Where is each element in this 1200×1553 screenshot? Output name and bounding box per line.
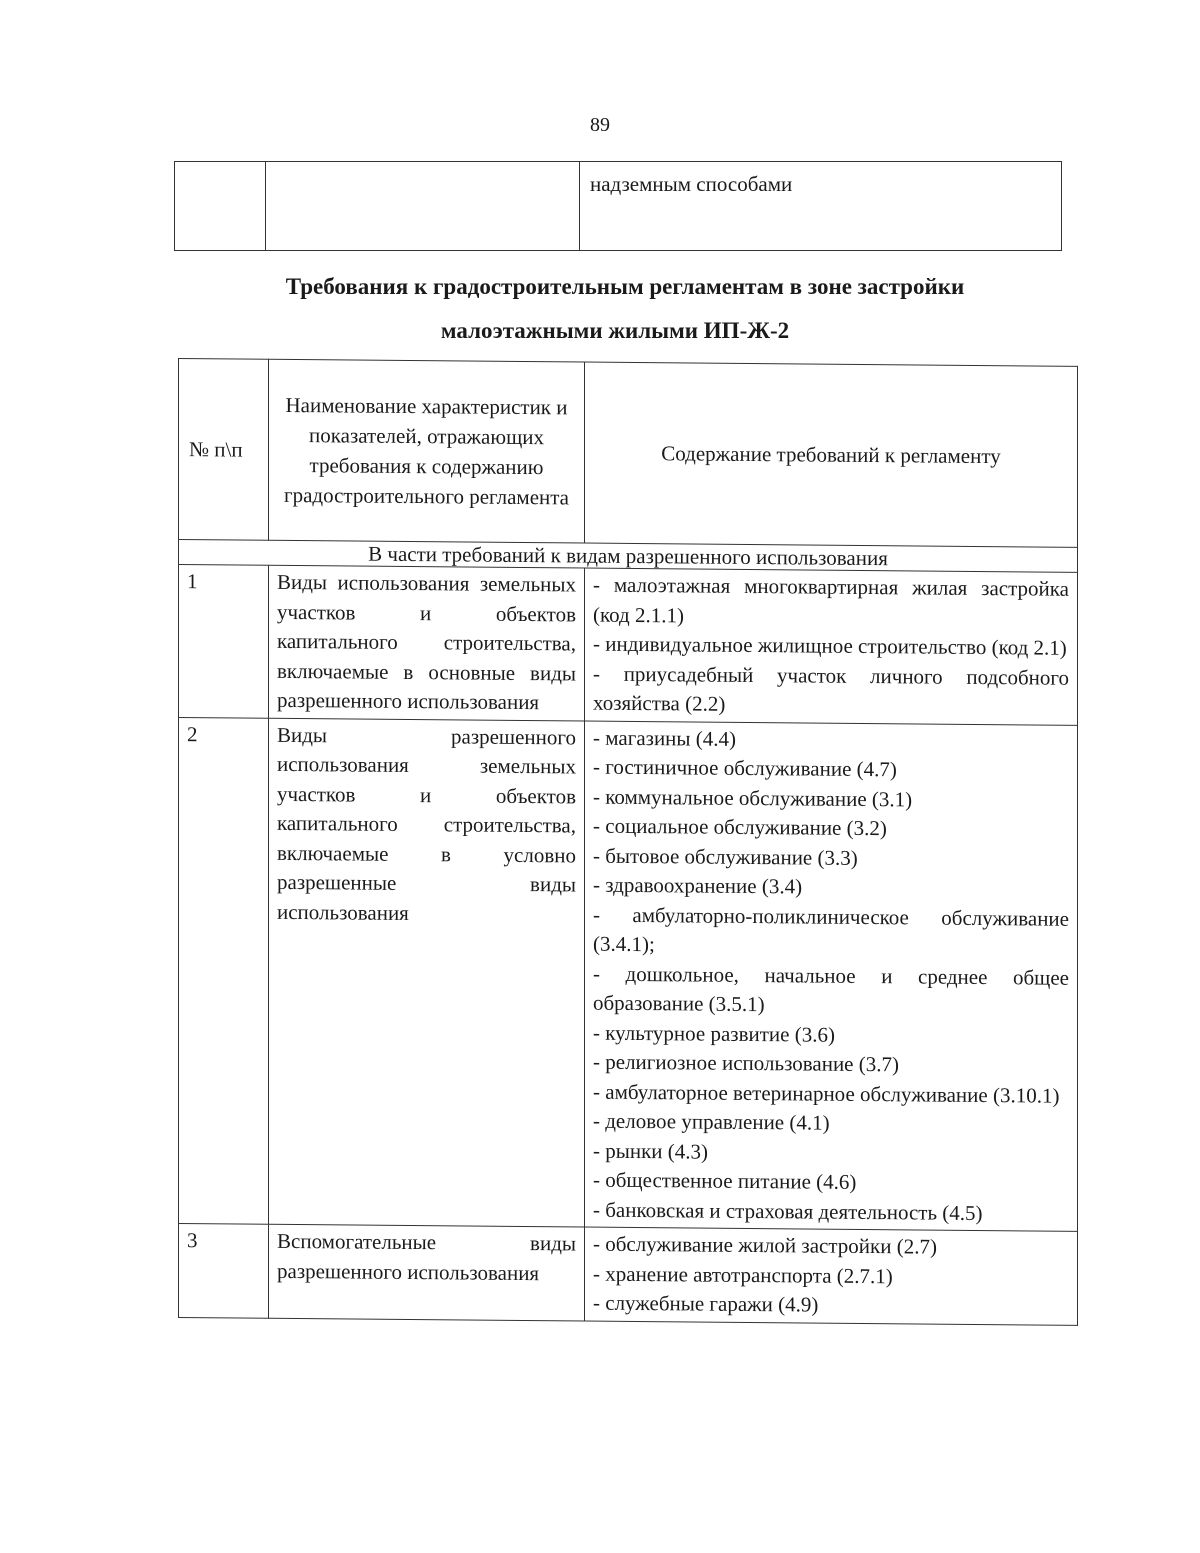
list-item: - индивидуальное жилищное строительство (код 2.1)	[593, 631, 1067, 660]
table-row	[179, 565, 1078, 725]
list-item: - дошкольное, начальное и среднее общее образование (3.5.1)	[593, 961, 1069, 1017]
continuation-table	[174, 161, 1062, 251]
list-item: - рынки (4.3)	[593, 1138, 709, 1164]
row-num: 2	[179, 717, 269, 1224]
cont-cell-content: надземным способами	[580, 162, 1062, 251]
header-content: Содержание требований к регламенту	[585, 362, 1078, 547]
list-item: - здравоохранение (3.4)	[593, 872, 803, 899]
list-item: - деловое управление (4.1)	[593, 1108, 830, 1135]
list-item: - приусадебный участок личного подсобного хозяйства (2.2)	[593, 661, 1069, 716]
list-item: - бытовое обслуживание (3.3)	[593, 843, 858, 870]
table-row	[179, 1224, 1078, 1325]
list-item: - хранение автотранспорта (2.7.1)	[593, 1261, 893, 1288]
page-number: 89	[590, 114, 610, 136]
section-heading-line1: Требования к градостроительным регламентам в зоне застройки	[285, 274, 965, 299]
section-heading-line2: малоэтажными жилыми ИП-Ж-2	[440, 318, 790, 343]
list-item: - малоэтажная многоквартирная жилая застройка (код 2.1.1)	[593, 572, 1069, 627]
table-row	[179, 717, 1078, 1231]
row-items	[585, 568, 1078, 725]
row-name: Виды разрешенного использования земельных участков и объектов капитального строительства, включаемые в условно разрешенные виды использования	[269, 718, 585, 1227]
header-num: № п\п	[179, 359, 269, 541]
list-item: - магазины (4.4)	[593, 725, 737, 751]
section-title: В части требований к видам разрешенного использования	[179, 540, 1078, 573]
row-items	[585, 721, 1078, 1232]
table-row	[175, 162, 1062, 251]
list-item: - религиозное использование (3.7)	[593, 1049, 899, 1077]
list-item: - коммунальное обслуживание (3.1)	[593, 784, 913, 811]
row-num: 1	[179, 565, 269, 718]
cont-cell-name	[266, 162, 580, 251]
table-header-row	[179, 359, 1078, 548]
cont-cell-num	[175, 162, 266, 251]
row-items	[585, 1227, 1078, 1325]
list-item: - общественное питание (4.6)	[593, 1167, 857, 1194]
list-item: - служебные гаражи (4.9)	[593, 1290, 819, 1317]
header-name: Наименование характеристик и показателей, отражающих требования к содержанию градостроительного регламента	[269, 359, 585, 543]
list-item: - амбулаторное ветеринарное обслуживание (3.10.1)	[593, 1079, 1060, 1108]
row-name: Вспомогательные виды разрешенного использования	[269, 1224, 585, 1320]
row-name: Виды использования земельных участков и объектов капитального строительства, включаемые в основные виды разрешенного использования	[269, 565, 585, 720]
list-item: - обслуживание жилой застройки (2.7)	[593, 1231, 937, 1259]
row-num: 3	[179, 1224, 269, 1318]
list-item: - социальное обслуживание (3.2)	[593, 813, 887, 841]
list-item: - культурное развитие (3.6)	[593, 1020, 835, 1047]
list-item: - банковская и страховая деятельность (4.5)	[593, 1197, 983, 1225]
list-item: - гостиничное обслуживание (4.7)	[593, 754, 897, 782]
list-item: - амбулаторно-поликлиническое обслуживание (3.4.1);	[593, 902, 1069, 957]
regulations-table	[178, 358, 1078, 1325]
